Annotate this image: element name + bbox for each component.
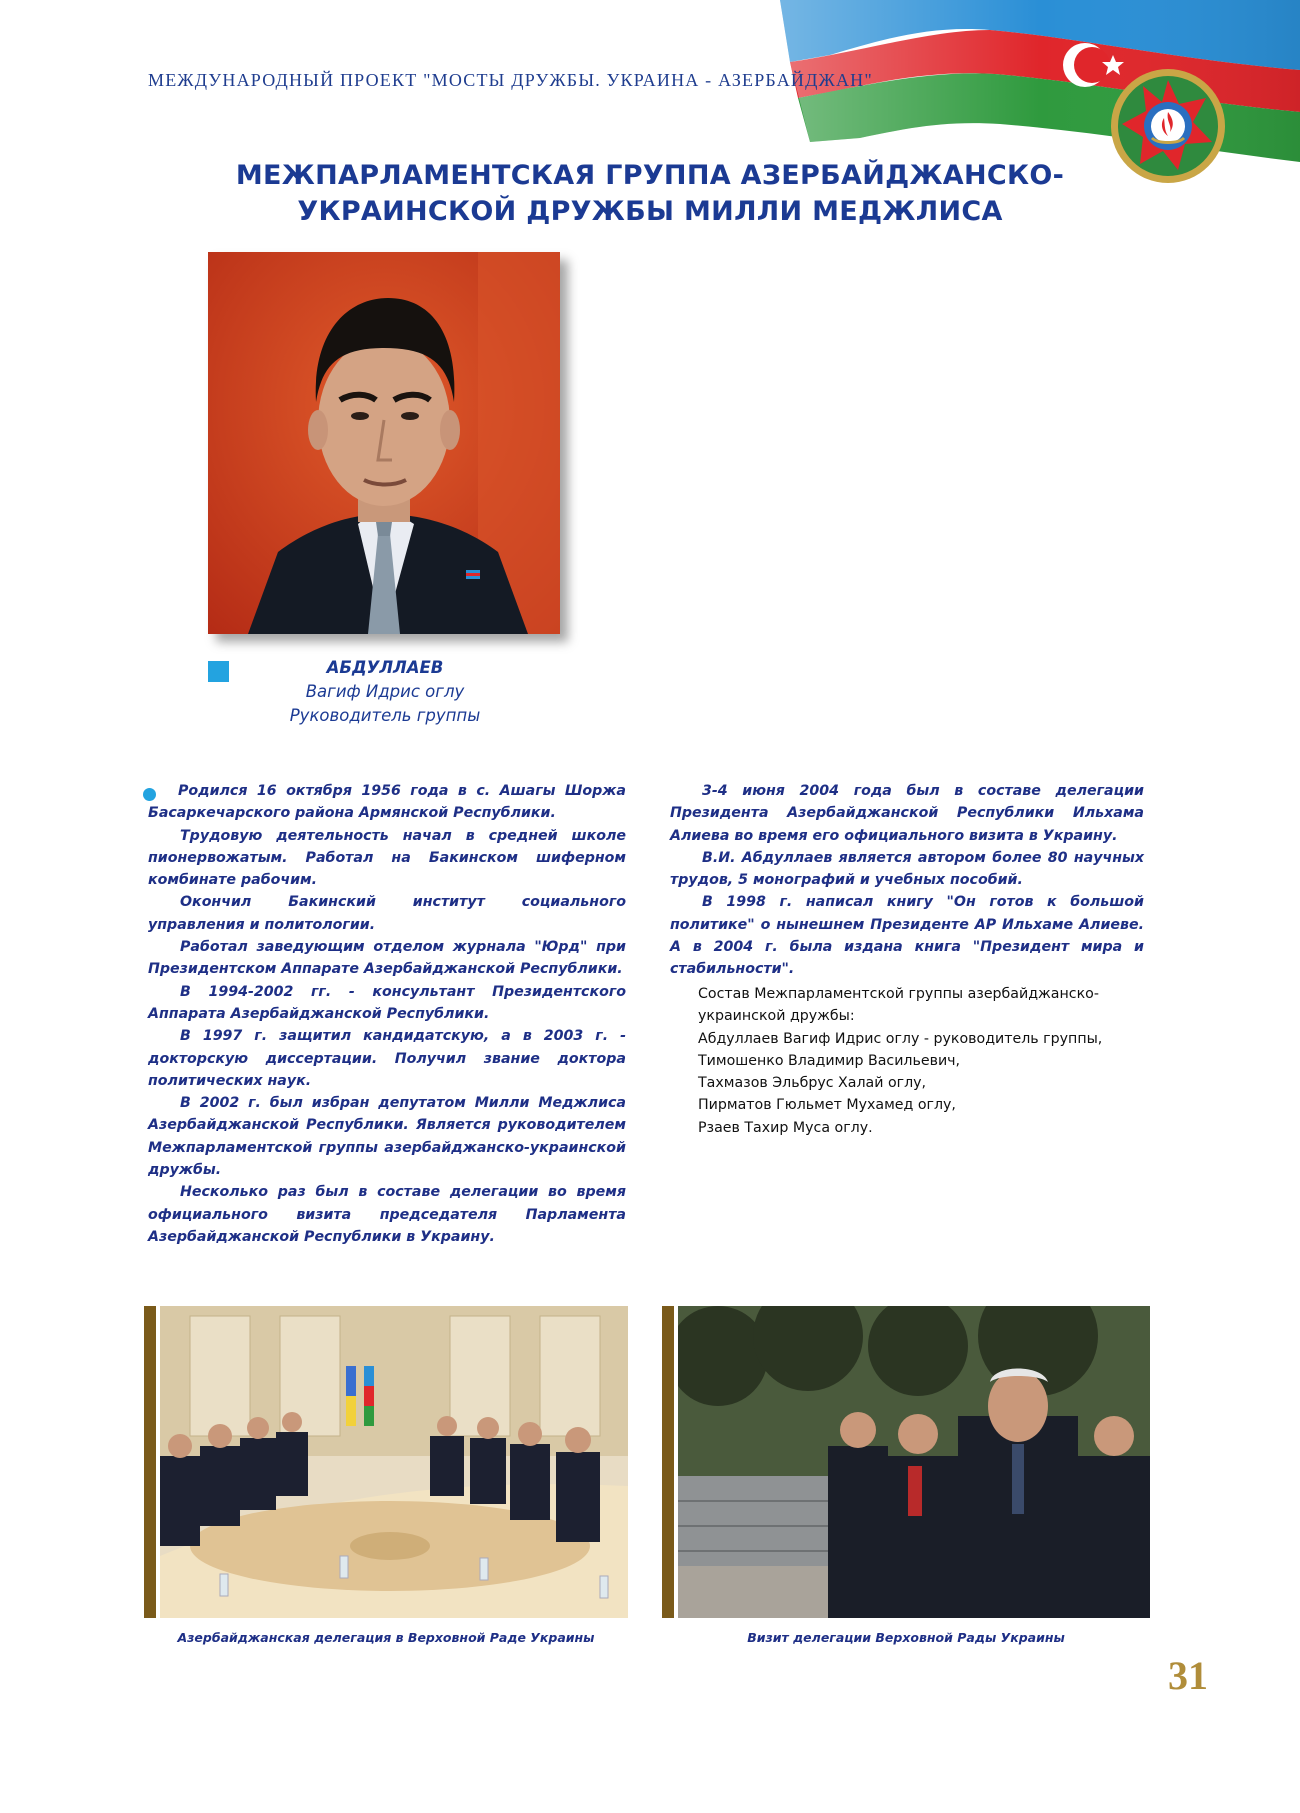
photo-caption: Визит делегации Верховной Рады Украины: [747, 1630, 1065, 1645]
bio-paragraph: В 1997 г. защитил кандидатскую, а в 2003 г. - докторскую диссертации. Получил звание доктора политических наук.: [148, 1028, 626, 1089]
photo-caption: Азербайджанская делегация в Верховной Раде Украины: [177, 1630, 595, 1645]
members-heading-line-2: украинской дружбы:: [698, 1008, 855, 1025]
biography-left-column: [148, 780, 626, 1248]
person-name: Вагиф Идрис оглу: [305, 682, 465, 701]
title-line-2: УКРАИНСКОЙ ДРУЖБЫ МИЛЛИ МЕДЖЛИСА: [297, 196, 1003, 227]
project-header: МЕЖДУНАРОДНЫЙ ПРОЕКТ "МОСТЫ ДРУЖБЫ. УКРАИНА - АЗЕРБАЙДЖАН": [148, 70, 873, 90]
members-heading-line-1: Состав Межпарламентской группы азербайджанско-: [698, 986, 1099, 1002]
person-surname: АБДУЛЛАЕВ: [326, 658, 444, 677]
member-item: Тахмазов Эльбрус Халай оглу,: [698, 1075, 927, 1092]
caption-bullet-square: [208, 661, 229, 682]
bio-paragraph: 3-4 июня 2004 года был в составе делегации Президента Азербайджанской Республики Ильхама Алиева во время его официального визита в Украину.: [670, 783, 1144, 844]
bio-paragraph: Трудовую деятельность начал в средней школе пионервожатым. Работал на Бакинском шиферном комбинате рабочим.: [148, 827, 626, 889]
bio-paragraph: Несколько раз был в составе делегации во время официального визита председателя Парламента Азербайджанской Республики в Украину.: [148, 1184, 626, 1245]
photo-frame-bar: [144, 1306, 156, 1618]
bio-paragraph: Родился 16 октября 1956 года в с. Ашагы Шоржа Басаркечарского района Армянской Республики.: [148, 783, 626, 822]
bio-paragraph: Окончил Бакинский институт социального управления и политологии.: [148, 894, 626, 933]
title-line-1: МЕЖПАРЛАМЕНТСКАЯ ГРУППА АЗЕРБАЙДЖАНСКО-: [235, 160, 1065, 191]
group-members: [698, 983, 1168, 1139]
bio-paragraph: В.И. Абдуллаев является автором более 80 научных трудов, 5 монографий и учебных пособий.: [670, 849, 1144, 889]
bio-paragraph: В 1994-2002 гг. - консультант Президентского Аппарата Азербайджанской Республики.: [148, 983, 626, 1022]
bio-paragraph: В 2002 г. был избран депутатом Милли Меджлиса Азербайджанской Республики. Является руководителем Межпарламентской группы азербайджанско-украинской дружбы.: [148, 1095, 626, 1179]
bio-paragraph: Работал заведующим отделом журнала "Юрд" при Президентском Аппарате Азербайджанской Республики.: [148, 939, 626, 978]
page-title: [0, 158, 1300, 230]
delegation-meeting-photo: [160, 1306, 628, 1618]
bio-paragraph: В 1998 г. написал книгу "Он готов к большой политике" о нынешнем Президенте АР Ильхаме Алиеве. А в 2004 г. была издана книга "Президент мира и стабильности".: [670, 894, 1144, 978]
delegation-visit-photo: [678, 1306, 1150, 1618]
biography-right-column: [670, 780, 1144, 981]
photo-frame-bar: [662, 1306, 674, 1618]
member-item: Рзаев Тахир Муса оглу.: [698, 1119, 873, 1136]
page-number: 31: [1168, 1653, 1208, 1698]
portrait-caption: [230, 656, 540, 728]
person-role: Руководитель группы: [289, 706, 481, 725]
member-item: Абдуллаев Вагиф Идрис оглу - руководитель группы,: [698, 1030, 1103, 1047]
member-item: Тимошенко Владимир Васильевич,: [698, 1052, 961, 1069]
portrait-photo: [208, 252, 560, 634]
member-item: Пирматов Гюльмет Мухамед оглу,: [698, 1097, 956, 1114]
